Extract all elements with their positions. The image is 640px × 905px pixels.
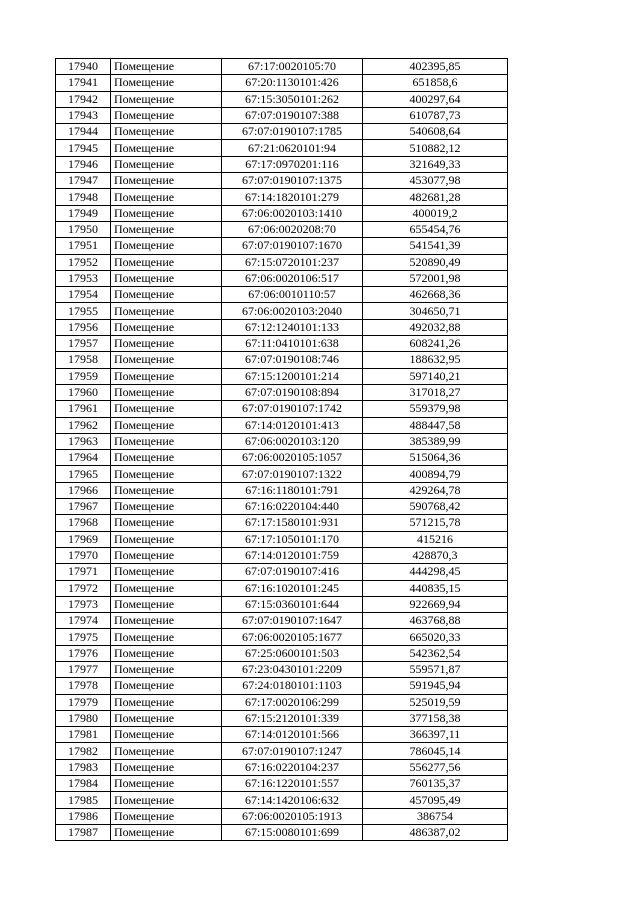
row-number-cell: 17979 xyxy=(56,694,111,710)
cadastral-value-cell: 515064,36 xyxy=(363,450,508,466)
row-number-cell: 17948 xyxy=(56,189,111,205)
object-type-cell: Помещение xyxy=(111,661,222,677)
object-type-cell: Помещение xyxy=(111,417,222,433)
object-type-cell: Помещение xyxy=(111,156,222,172)
row-number-cell: 17966 xyxy=(56,482,111,498)
table-row xyxy=(56,727,508,743)
cadastral-value-cell: 482681,28 xyxy=(363,189,508,205)
row-number-cell: 17985 xyxy=(56,792,111,808)
object-type-cell: Помещение xyxy=(111,189,222,205)
table-row xyxy=(56,205,508,221)
cadastral-number-cell: 67:06:0020208:70 xyxy=(222,221,363,237)
cadastral-value-cell: 591945,94 xyxy=(363,678,508,694)
cadastral-value-cell: 492032,88 xyxy=(363,319,508,335)
table-row xyxy=(56,270,508,286)
row-number-cell: 17961 xyxy=(56,401,111,417)
cadastral-number-cell: 67:15:0080101:699 xyxy=(222,824,363,840)
object-type-cell: Помещение xyxy=(111,531,222,547)
cadastral-value-cell: 457095,49 xyxy=(363,792,508,808)
cadastral-value-cell: 486387,02 xyxy=(363,824,508,840)
object-type-cell: Помещение xyxy=(111,808,222,824)
row-number-cell: 17980 xyxy=(56,710,111,726)
cadastral-number-cell: 67:23:0430101:2209 xyxy=(222,661,363,677)
table-row xyxy=(56,824,508,840)
cadastral-number-cell: 67:17:0020106:299 xyxy=(222,694,363,710)
cadastral-number-cell: 67:14:0120101:566 xyxy=(222,727,363,743)
cadastral-number-cell: 67:17:1580101:931 xyxy=(222,515,363,531)
cadastral-value-cell: 188632,95 xyxy=(363,352,508,368)
object-type-cell: Помещение xyxy=(111,629,222,645)
row-number-cell: 17967 xyxy=(56,499,111,515)
cadastral-number-cell: 67:06:0020103:120 xyxy=(222,433,363,449)
row-number-cell: 17978 xyxy=(56,678,111,694)
cadastral-number-cell: 67:07:0190107:1375 xyxy=(222,173,363,189)
object-type-cell: Помещение xyxy=(111,547,222,563)
cadastral-value-cell: 488447,58 xyxy=(363,417,508,433)
row-number-cell: 17962 xyxy=(56,417,111,433)
object-type-cell: Помещение xyxy=(111,140,222,156)
object-type-cell: Помещение xyxy=(111,499,222,515)
cadastral-value-cell: 510882,12 xyxy=(363,140,508,156)
cadastral-value-cell: 304650,71 xyxy=(363,303,508,319)
cadastral-number-cell: 67:06:0020103:1410 xyxy=(222,205,363,221)
row-number-cell: 17949 xyxy=(56,205,111,221)
table-row xyxy=(56,75,508,91)
object-type-cell: Помещение xyxy=(111,580,222,596)
cadastral-value-cell: 400019,2 xyxy=(363,205,508,221)
table-row xyxy=(56,531,508,547)
table-row xyxy=(56,613,508,629)
row-number-cell: 17957 xyxy=(56,336,111,352)
row-number-cell: 17971 xyxy=(56,564,111,580)
cadastral-value-cell: 572001,98 xyxy=(363,270,508,286)
cadastral-value-cell: 453077,98 xyxy=(363,173,508,189)
cadastral-value-cell: 385389,99 xyxy=(363,433,508,449)
cadastral-number-cell: 67:07:0190108:894 xyxy=(222,384,363,400)
object-type-cell: Помещение xyxy=(111,352,222,368)
cadastral-number-cell: 67:16:0220104:237 xyxy=(222,759,363,775)
row-number-cell: 17984 xyxy=(56,776,111,792)
object-type-cell: Помещение xyxy=(111,75,222,91)
table-row xyxy=(56,107,508,123)
cadastral-number-cell: 67:15:3050101:262 xyxy=(222,91,363,107)
object-type-cell: Помещение xyxy=(111,107,222,123)
cadastral-number-cell: 67:20:1130101:426 xyxy=(222,75,363,91)
cadastral-number-cell: 67:21:0620101:94 xyxy=(222,140,363,156)
row-number-cell: 17965 xyxy=(56,466,111,482)
cadastral-value-cell: 559571,87 xyxy=(363,661,508,677)
row-number-cell: 17977 xyxy=(56,661,111,677)
cadastral-number-cell: 67:07:0190107:1322 xyxy=(222,466,363,482)
object-type-cell: Помещение xyxy=(111,384,222,400)
table-row xyxy=(56,482,508,498)
row-number-cell: 17975 xyxy=(56,629,111,645)
object-type-cell: Помещение xyxy=(111,270,222,286)
row-number-cell: 17944 xyxy=(56,124,111,140)
row-number-cell: 17969 xyxy=(56,531,111,547)
object-type-cell: Помещение xyxy=(111,254,222,270)
table-row xyxy=(56,91,508,107)
cadastral-number-cell: 67:07:0190107:1670 xyxy=(222,238,363,254)
cadastral-number-cell: 67:15:2120101:339 xyxy=(222,710,363,726)
object-type-cell: Помещение xyxy=(111,401,222,417)
cadastral-number-cell: 67:25:0600101:503 xyxy=(222,645,363,661)
row-number-cell: 17970 xyxy=(56,547,111,563)
table-row xyxy=(56,124,508,140)
cadastral-number-cell: 67:16:0220104:440 xyxy=(222,499,363,515)
table-row xyxy=(56,645,508,661)
row-number-cell: 17986 xyxy=(56,808,111,824)
cadastral-value-cell: 542362,54 xyxy=(363,645,508,661)
table-row xyxy=(56,287,508,303)
cadastral-value-cell: 608241,26 xyxy=(363,336,508,352)
row-number-cell: 17987 xyxy=(56,824,111,840)
row-number-cell: 17955 xyxy=(56,303,111,319)
object-type-cell: Помещение xyxy=(111,792,222,808)
property-registry-table xyxy=(55,58,508,841)
table-row xyxy=(56,499,508,515)
cadastral-value-cell: 541541,39 xyxy=(363,238,508,254)
cadastral-number-cell: 67:17:0970201:116 xyxy=(222,156,363,172)
cadastral-value-cell: 463768,88 xyxy=(363,613,508,629)
object-type-cell: Помещение xyxy=(111,368,222,384)
object-type-cell: Помещение xyxy=(111,727,222,743)
object-type-cell: Помещение xyxy=(111,221,222,237)
table-row xyxy=(56,743,508,759)
cadastral-number-cell: 67:17:1050101:170 xyxy=(222,531,363,547)
cadastral-value-cell: 429264,78 xyxy=(363,482,508,498)
cadastral-value-cell: 366397,11 xyxy=(363,727,508,743)
cadastral-value-cell: 559379,98 xyxy=(363,401,508,417)
table-row xyxy=(56,629,508,645)
row-number-cell: 17941 xyxy=(56,75,111,91)
row-number-cell: 17981 xyxy=(56,727,111,743)
cadastral-number-cell: 67:07:0190107:416 xyxy=(222,564,363,580)
row-number-cell: 17942 xyxy=(56,91,111,107)
object-type-cell: Помещение xyxy=(111,759,222,775)
row-number-cell: 17958 xyxy=(56,352,111,368)
cadastral-number-cell: 67:06:0020106:517 xyxy=(222,270,363,286)
cadastral-value-cell: 317018,27 xyxy=(363,384,508,400)
table-row xyxy=(56,140,508,156)
cadastral-number-cell: 67:24:0180101:1103 xyxy=(222,678,363,694)
table-row xyxy=(56,303,508,319)
cadastral-value-cell: 525019,59 xyxy=(363,694,508,710)
row-number-cell: 17972 xyxy=(56,580,111,596)
row-number-cell: 17945 xyxy=(56,140,111,156)
object-type-cell: Помещение xyxy=(111,596,222,612)
table-row xyxy=(56,776,508,792)
table-row xyxy=(56,808,508,824)
object-type-cell: Помещение xyxy=(111,466,222,482)
table-row xyxy=(56,450,508,466)
cadastral-number-cell: 67:06:0010110:57 xyxy=(222,287,363,303)
object-type-cell: Помещение xyxy=(111,319,222,335)
table-row xyxy=(56,221,508,237)
table-row xyxy=(56,596,508,612)
cadastral-value-cell: 428870,3 xyxy=(363,547,508,563)
object-type-cell: Помещение xyxy=(111,613,222,629)
table-row xyxy=(56,792,508,808)
table-row xyxy=(56,694,508,710)
table-row xyxy=(56,710,508,726)
row-number-cell: 17946 xyxy=(56,156,111,172)
cadastral-number-cell: 67:07:0190107:1785 xyxy=(222,124,363,140)
table-row xyxy=(56,466,508,482)
object-type-cell: Помещение xyxy=(111,743,222,759)
cadastral-number-cell: 67:17:0020105:70 xyxy=(222,59,363,75)
cadastral-value-cell: 922669,94 xyxy=(363,596,508,612)
object-type-cell: Помещение xyxy=(111,515,222,531)
cadastral-value-cell: 400297,64 xyxy=(363,91,508,107)
cadastral-number-cell: 67:12:1240101:133 xyxy=(222,319,363,335)
cadastral-value-cell: 440835,15 xyxy=(363,580,508,596)
row-number-cell: 17952 xyxy=(56,254,111,270)
object-type-cell: Помещение xyxy=(111,91,222,107)
object-type-cell: Помещение xyxy=(111,776,222,792)
row-number-cell: 17964 xyxy=(56,450,111,466)
cadastral-number-cell: 67:06:0020105:1057 xyxy=(222,450,363,466)
object-type-cell: Помещение xyxy=(111,482,222,498)
cadastral-number-cell: 67:14:0120101:759 xyxy=(222,547,363,563)
cadastral-number-cell: 67:07:0190107:1647 xyxy=(222,613,363,629)
cadastral-value-cell: 651858,6 xyxy=(363,75,508,91)
table-row xyxy=(56,336,508,352)
table-row xyxy=(56,515,508,531)
cadastral-value-cell: 386754 xyxy=(363,808,508,824)
object-type-cell: Помещение xyxy=(111,450,222,466)
object-type-cell: Помещение xyxy=(111,433,222,449)
cadastral-value-cell: 597140,21 xyxy=(363,368,508,384)
row-number-cell: 17982 xyxy=(56,743,111,759)
row-number-cell: 17976 xyxy=(56,645,111,661)
row-number-cell: 17968 xyxy=(56,515,111,531)
cadastral-value-cell: 540608,64 xyxy=(363,124,508,140)
table-row xyxy=(56,547,508,563)
object-type-cell: Помещение xyxy=(111,336,222,352)
object-type-cell: Помещение xyxy=(111,645,222,661)
cadastral-number-cell: 67:07:0190107:1742 xyxy=(222,401,363,417)
row-number-cell: 17953 xyxy=(56,270,111,286)
row-number-cell: 17951 xyxy=(56,238,111,254)
cadastral-number-cell: 67:06:0020105:1677 xyxy=(222,629,363,645)
row-number-cell: 17973 xyxy=(56,596,111,612)
cadastral-number-cell: 67:15:0360101:644 xyxy=(222,596,363,612)
table-row xyxy=(56,678,508,694)
cadastral-number-cell: 67:14:1420106:632 xyxy=(222,792,363,808)
cadastral-number-cell: 67:07:0190107:1247 xyxy=(222,743,363,759)
cadastral-value-cell: 377158,38 xyxy=(363,710,508,726)
cadastral-number-cell: 67:16:1020101:245 xyxy=(222,580,363,596)
cadastral-value-cell: 655454,76 xyxy=(363,221,508,237)
row-number-cell: 17947 xyxy=(56,173,111,189)
row-number-cell: 17963 xyxy=(56,433,111,449)
cadastral-number-cell: 67:16:1180101:791 xyxy=(222,482,363,498)
cadastral-number-cell: 67:07:0190108:746 xyxy=(222,352,363,368)
cadastral-number-cell: 67:11:0410101:638 xyxy=(222,336,363,352)
cadastral-value-cell: 571215,78 xyxy=(363,515,508,531)
row-number-cell: 17974 xyxy=(56,613,111,629)
row-number-cell: 17983 xyxy=(56,759,111,775)
table-row xyxy=(56,59,508,75)
cadastral-value-cell: 415216 xyxy=(363,531,508,547)
cadastral-number-cell: 67:07:0190107:388 xyxy=(222,107,363,123)
row-number-cell: 17960 xyxy=(56,384,111,400)
object-type-cell: Помещение xyxy=(111,173,222,189)
table-row xyxy=(56,564,508,580)
cadastral-value-cell: 400894,79 xyxy=(363,466,508,482)
cadastral-value-cell: 590768,42 xyxy=(363,499,508,515)
cadastral-number-cell: 67:16:1220101:557 xyxy=(222,776,363,792)
row-number-cell: 17956 xyxy=(56,319,111,335)
table-row xyxy=(56,254,508,270)
table-row xyxy=(56,352,508,368)
row-number-cell: 17959 xyxy=(56,368,111,384)
table-row xyxy=(56,156,508,172)
object-type-cell: Помещение xyxy=(111,205,222,221)
row-number-cell: 17943 xyxy=(56,107,111,123)
table-row xyxy=(56,173,508,189)
row-number-cell: 17940 xyxy=(56,59,111,75)
cadastral-value-cell: 321649,33 xyxy=(363,156,508,172)
cadastral-value-cell: 786045,14 xyxy=(363,743,508,759)
table-row xyxy=(56,661,508,677)
table-row xyxy=(56,759,508,775)
cadastral-number-cell: 67:15:0720101:237 xyxy=(222,254,363,270)
object-type-cell: Помещение xyxy=(111,824,222,840)
cadastral-value-cell: 462668,36 xyxy=(363,287,508,303)
row-number-cell: 17950 xyxy=(56,221,111,237)
table-row xyxy=(56,401,508,417)
cadastral-number-cell: 67:06:0020105:1913 xyxy=(222,808,363,824)
object-type-cell: Помещение xyxy=(111,564,222,580)
object-type-cell: Помещение xyxy=(111,238,222,254)
table-row xyxy=(56,384,508,400)
table-row xyxy=(56,417,508,433)
cadastral-value-cell: 520890,49 xyxy=(363,254,508,270)
row-number-cell: 17954 xyxy=(56,287,111,303)
table-row xyxy=(56,368,508,384)
cadastral-number-cell: 67:06:0020103:2040 xyxy=(222,303,363,319)
registry-table-body xyxy=(56,59,508,841)
cadastral-value-cell: 760135,37 xyxy=(363,776,508,792)
cadastral-value-cell: 556277,56 xyxy=(363,759,508,775)
object-type-cell: Помещение xyxy=(111,678,222,694)
table-row xyxy=(56,189,508,205)
object-type-cell: Помещение xyxy=(111,694,222,710)
object-type-cell: Помещение xyxy=(111,59,222,75)
table-row xyxy=(56,238,508,254)
table-row xyxy=(56,319,508,335)
cadastral-value-cell: 444298,45 xyxy=(363,564,508,580)
cadastral-number-cell: 67:14:0120101:413 xyxy=(222,417,363,433)
object-type-cell: Помещение xyxy=(111,287,222,303)
object-type-cell: Помещение xyxy=(111,303,222,319)
cadastral-value-cell: 402395,85 xyxy=(363,59,508,75)
cadastral-value-cell: 610787,73 xyxy=(363,107,508,123)
table-row xyxy=(56,433,508,449)
cadastral-number-cell: 67:15:1200101:214 xyxy=(222,368,363,384)
object-type-cell: Помещение xyxy=(111,124,222,140)
cadastral-number-cell: 67:14:1820101:279 xyxy=(222,189,363,205)
table-row xyxy=(56,580,508,596)
cadastral-value-cell: 665020,33 xyxy=(363,629,508,645)
object-type-cell: Помещение xyxy=(111,710,222,726)
